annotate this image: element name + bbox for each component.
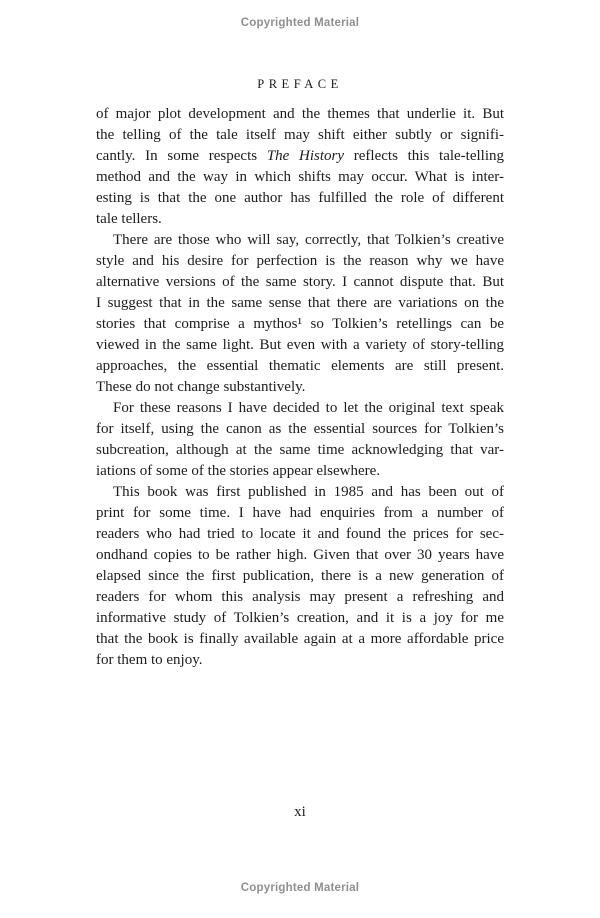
text-line (96, 398, 504, 419)
text-line (96, 230, 504, 251)
body-text-segment: method and the way in which shifts may occur. What is inter- (96, 169, 504, 185)
text-line (96, 608, 504, 629)
paragraph (96, 398, 504, 482)
body-text-segment: cantly. In some respects (96, 148, 267, 164)
text-line (96, 188, 504, 209)
text-line (96, 482, 504, 503)
text-line (96, 587, 504, 608)
body-text (96, 104, 504, 671)
text-line (96, 104, 504, 125)
body-text-segment: alternative versions of the same story. I cannot dispute that. But (96, 274, 504, 290)
text-line (96, 629, 504, 650)
body-text-segment: These do not change substantively. (96, 379, 306, 395)
body-text-segment: I suggest that in the same sense that there are variations on the (96, 295, 504, 311)
text-line (96, 377, 504, 398)
body-text-segment: viewed in the same light. But even with a variety of story-telling (96, 337, 504, 353)
body-text-segment: style and his desire for perfection is the reason why we have (96, 253, 504, 269)
body-text-segment: For these reasons I have decided to let the original text speak (113, 400, 504, 416)
text-line (96, 545, 504, 566)
text-line (96, 503, 504, 524)
text-line (96, 314, 504, 335)
text-line (96, 650, 504, 671)
body-text-segment: informative study of Tolkien’s creation, and it is a joy for me (96, 610, 504, 626)
copyright-notice-top: Copyrighted Material (240, 17, 360, 29)
text-line (96, 251, 504, 272)
copyright-notice-bottom: Copyrighted Material (240, 882, 360, 894)
text-line (96, 440, 504, 461)
paragraph (96, 104, 504, 230)
body-text-segment: stories that comprise a mythos¹ so Tolkien’s retellings can be (96, 316, 504, 332)
body-text-segment: readers for whom this analysis may present a refreshing and (96, 589, 504, 605)
text-line (96, 209, 504, 230)
text-line (96, 272, 504, 293)
body-text-segment: iations of some of the stories appear elsewhere. (96, 463, 381, 479)
body-text-segment: subcreation, although at the same time acknowledging that var- (96, 442, 504, 458)
body-text-segment: the telling of the tale itself may shift either subtly or signifi- (96, 127, 504, 143)
text-line (96, 335, 504, 356)
body-text-segment: elapsed since the first publication, there is a new generation of (96, 568, 504, 584)
text-line (96, 146, 504, 167)
paragraph (96, 482, 504, 671)
text-line (96, 167, 504, 188)
body-text-segment: print for some time. I have had enquiries from a number of (96, 505, 504, 521)
paragraph (96, 230, 504, 398)
italic-title-text: The History (266, 148, 345, 164)
text-line (96, 461, 504, 482)
body-text-segment: for them to enjoy. (96, 652, 203, 668)
text-line (96, 566, 504, 587)
body-text-segment: reflects this tale-telling (344, 148, 504, 164)
text-line (96, 125, 504, 146)
body-text-segment: readers who had tried to locate it and found the prices for sec- (96, 526, 504, 542)
body-text-segment: There are those who will say, correctly, that Tolkien’s creative (113, 232, 504, 248)
body-text-segment: esting is that the one author has fulfilled the role of different (96, 190, 504, 206)
text-line (96, 419, 504, 440)
body-text-segment: for itself, using the canon as the essential sources for Tolkien’s (96, 421, 504, 437)
text-line (96, 356, 504, 377)
body-text-segment: approaches, the essential thematic elements are still present. (96, 358, 504, 374)
page-number: xi (294, 804, 306, 820)
body-text-segment: that the book is finally available again at a more affordable price (96, 631, 504, 647)
body-text-segment: This book was first published in 1985 and has been out of (113, 484, 504, 500)
text-line (96, 293, 504, 314)
text-line (96, 524, 504, 545)
preface-heading: PREFACE (257, 77, 343, 91)
body-text-segment: of major plot development and the themes that underlie it. But (96, 106, 504, 122)
body-text-segment: ondhand copies to be rather high. Given that over 30 years have (96, 547, 504, 563)
body-text-segment: tale tellers. (96, 211, 162, 227)
